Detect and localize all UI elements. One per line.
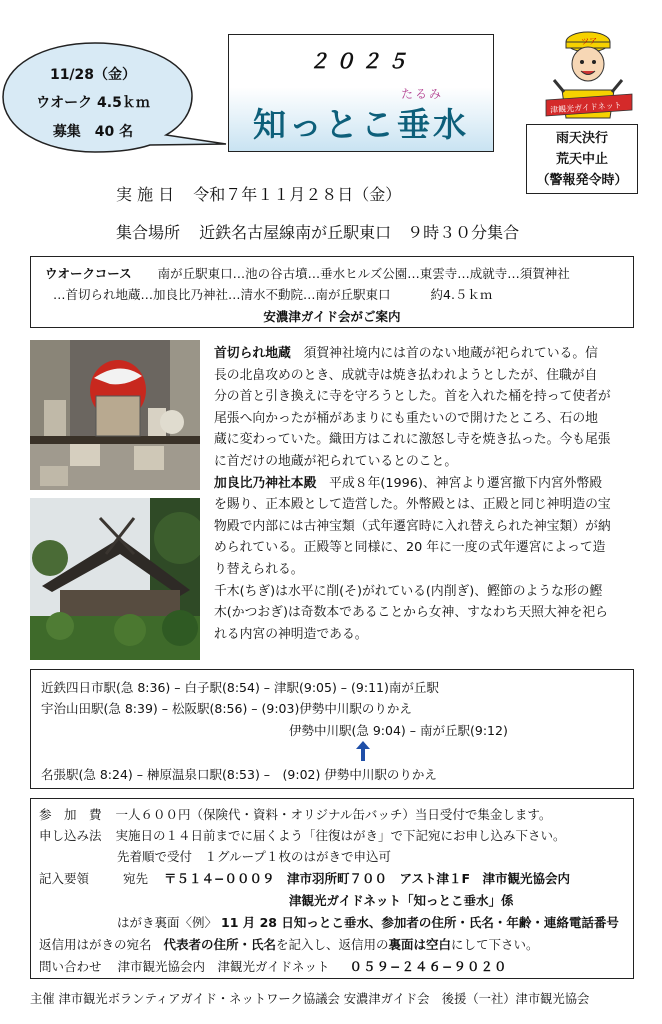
reply-label: 返信用はがきの宛名 bbox=[39, 937, 152, 952]
reply-bold2: 裏面は空白 bbox=[388, 937, 452, 952]
desc-line bbox=[214, 343, 644, 365]
desc-text: 平成８年(1996)、神宮より遷宮撤下内宮外幣殿 bbox=[329, 475, 603, 491]
course-box bbox=[30, 256, 634, 328]
address-label: 宛先 bbox=[123, 871, 149, 886]
contact-label: 問い合わせ bbox=[39, 959, 102, 974]
course-label: ウオークコース bbox=[45, 266, 132, 281]
requirements-row bbox=[39, 869, 570, 887]
address-line1: 〒５１４−０００９ 津市羽所町７００ アスト津１F 津市観光協会内 bbox=[164, 871, 571, 886]
up-arrow-icon bbox=[355, 740, 371, 762]
course-line1 bbox=[45, 264, 570, 282]
back-side-label: はがき裏面〈例〉 bbox=[117, 915, 218, 930]
reply-bold1: 代表者の住所・氏名 bbox=[163, 937, 277, 952]
contact-phone: ０５９−２４６−９０２０ bbox=[349, 959, 508, 974]
requirements-label: 記入要領 bbox=[39, 871, 90, 886]
guide-note: 安濃津ガイド会がご案内 bbox=[263, 309, 401, 324]
train-route-nabari: 名張駅(急 8:24) – 榊原温泉口駅(8:53) – (9:02) 伊勢中川駅のりかえ bbox=[41, 767, 437, 782]
contact-org: 津市観光協会内 津観光ガイドネット bbox=[117, 959, 330, 974]
contact-row bbox=[39, 957, 507, 975]
footer-organizers: 主催 津市観光ボランティアガイド・ネットワーク協議会 安濃津ガイド会 後援（一社）津市観光協会 bbox=[30, 992, 590, 1006]
weather-policy-warning: （警報発令時） bbox=[536, 173, 628, 188]
course-route2: …首切られ地蔵…加良比乃神社…清水不動院…南が丘駅東口 bbox=[53, 287, 391, 302]
desc-line: 分の首と引き換えに寺を守ろうとした。首を入れた桶を持って使者が bbox=[214, 389, 611, 405]
method-label: 申し込み法 bbox=[39, 828, 102, 843]
weather-policy-box bbox=[526, 124, 638, 194]
desc-text: 須賀神社境内には首のない地蔵が祀られている。信 bbox=[303, 346, 598, 361]
shrine-heading: 加良比乃神社本殿 bbox=[214, 475, 317, 491]
event-date: 11/28（金） bbox=[49, 67, 137, 83]
train-access-box bbox=[30, 669, 634, 789]
place-label: 集合場所 bbox=[116, 223, 181, 242]
desc-line: れる内宮の神明造である。 bbox=[214, 626, 368, 642]
desc-line: 蔵に変わっていた。織田方はこれに激怒し寺を焼き払った。今も尾張 bbox=[214, 432, 611, 448]
course-line2 bbox=[53, 285, 492, 303]
fee-text: 一人６００円（保険代・資料・オリジナル缶バッチ）当日受付で集金します。 bbox=[115, 807, 552, 822]
desc-line: 尾張へ向かったが桶があまりにも重たいので開けたところ、石の地 bbox=[214, 410, 598, 426]
weather-policy-storm: 荒天中止 bbox=[555, 152, 608, 167]
page-title: 知っとこ垂水 bbox=[253, 105, 469, 144]
desc-line: 木(かつおぎ)は奇数本であることから女神、すなわち天照大神を祀ら bbox=[214, 605, 608, 621]
jizo-heading: 首切られ地蔵 bbox=[214, 346, 291, 361]
title-box bbox=[228, 34, 494, 152]
shrine-photo bbox=[30, 498, 200, 660]
description bbox=[214, 343, 644, 645]
method-row bbox=[39, 826, 566, 844]
desc-line: 物殿で内部には古神宝類（式年遷宮時に入れ替えられた神宝類）が納 bbox=[214, 518, 611, 534]
desc-line: められている。正殿等と同様に、20 年に一度の式年遷宮によって造 bbox=[214, 540, 606, 556]
date-row bbox=[116, 182, 401, 205]
date-label: 実 施 日 bbox=[116, 185, 175, 204]
train-route-ujiyamada: 宇治山田駅(急 8:39) – 松阪駅(8:56) – (9:03)伊勢中川駅のりかえ bbox=[41, 701, 412, 716]
mascot-sash-text: 津観光ガイドネット bbox=[549, 100, 623, 115]
title-ruby: たるみ bbox=[401, 87, 444, 101]
back-side-row bbox=[117, 913, 619, 931]
method-text: 実施日の１４日前までに届くよう「往復はがき」で下記宛にお申し込み下さい。 bbox=[115, 828, 566, 843]
course-route1: 南が丘駅東口…池の谷古墳…垂水ヒルズ公園…東雲寺…成就寺…須賀神社 bbox=[157, 266, 570, 281]
train-route-yokkaichi: 近鉄四日市駅(急 8:36) – 白子駅(8:54) – 津駅(9:05) – (9:11)南が丘駅 bbox=[41, 680, 439, 695]
fee-label: 参 加 費 bbox=[39, 807, 102, 822]
place-row bbox=[116, 220, 519, 243]
desc-line: り替えられる。 bbox=[214, 561, 304, 577]
train-route-isenakagawa: 伊勢中川駅(急 9:04) – 南が丘駅(9:12) bbox=[289, 723, 508, 738]
back-side-text: 11 月 28 日知っとこ垂水、参加者の住所・氏名・年齢・連絡電話番号 bbox=[221, 915, 619, 930]
desc-line: に首だけの地蔵が祀られているとのこと。 bbox=[214, 453, 458, 469]
jizo-photo bbox=[30, 340, 200, 490]
guide-mascot-icon bbox=[544, 30, 634, 120]
weather-policy-rain: 雨天決行 bbox=[555, 131, 608, 146]
place-value: 近鉄名古屋線南が丘駅東口 ９時３０分集合 bbox=[199, 223, 520, 242]
course-distance: 約4.５ｋｍ bbox=[430, 287, 493, 302]
reply-mid: を記入し、返信用の bbox=[276, 937, 389, 952]
application-box bbox=[30, 798, 634, 979]
desc-line bbox=[214, 473, 644, 495]
desc-line: 千木(ちぎ)は水平に削(そ)がれている(内削ぎ)、鰹節のような形の鰹 bbox=[214, 583, 603, 599]
walk-distance: ウオーク 4.5ｋｍ bbox=[36, 95, 150, 111]
desc-line: を賜り、正本殿として造営した。外幣殿とは、正殿と同じ神明造の宝 bbox=[214, 497, 611, 513]
method-note: 先着順で受付 １グループ１枚のはがきで申込可 bbox=[117, 849, 392, 864]
capacity: 募集 40 名 bbox=[52, 124, 134, 140]
reply-end: にして下さい。 bbox=[451, 937, 539, 952]
year: ２０２５ bbox=[309, 49, 413, 73]
fee-row bbox=[39, 805, 551, 823]
mascot-cap-text: ツア bbox=[581, 37, 597, 46]
reply-row bbox=[39, 935, 539, 953]
address-line2: 津観光ガイドネット「知っとこ垂水」係 bbox=[289, 893, 514, 908]
date-value: 令和７年１１月２８日（金） bbox=[193, 185, 402, 204]
desc-line: 長の北畠攻めのとき、成就寺は焼き払われようとしたが、住職が自 bbox=[214, 367, 598, 383]
